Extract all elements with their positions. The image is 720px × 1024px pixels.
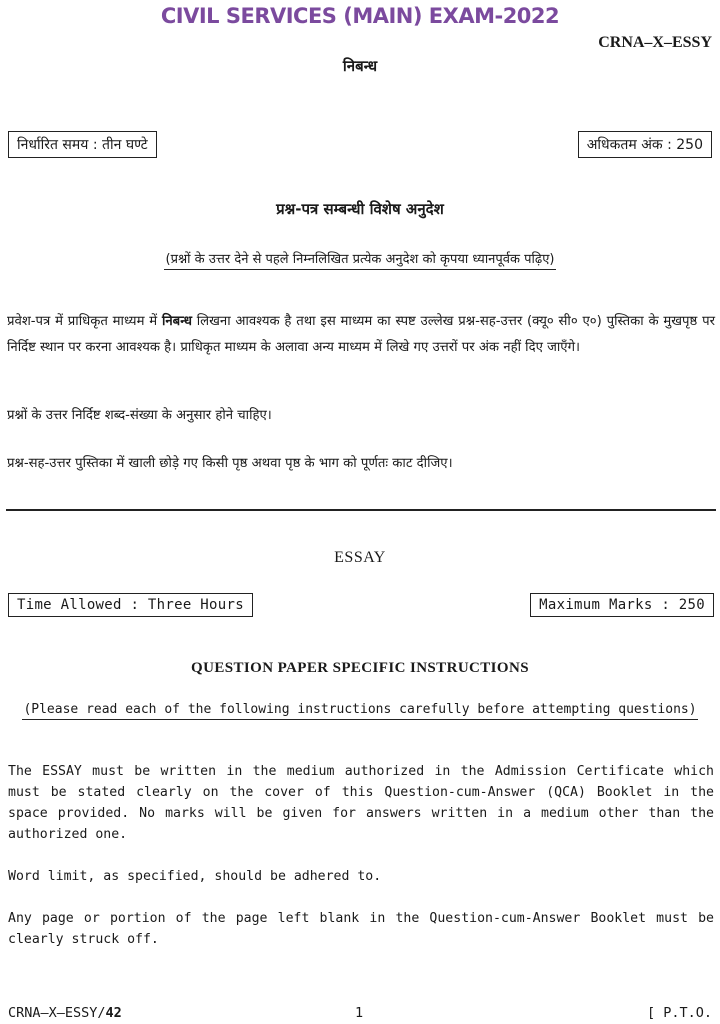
- footer-code-prefix: CRNA–X–ESSY/: [8, 1005, 106, 1021]
- hindi-instruction-1-start: प्रवेश-पत्र में प्राधिकृत माध्यम में: [7, 314, 162, 329]
- english-paper-title: ESSAY: [334, 549, 386, 566]
- english-instructions-heading: QUESTION PAPER SPECIFIC INSTRUCTIONS: [191, 660, 529, 676]
- english-max-marks-box: Maximum Marks : 250: [530, 593, 714, 617]
- english-instruction-3: Any page or portion of the page left blank in the Question-cum-Answer Booklet must be clearly struck off.: [8, 911, 714, 947]
- hindi-max-marks-box: अधिकतम अंक : 250: [578, 131, 712, 158]
- english-instruction-1: The ESSAY must be written in the medium authorized in the Admission Certificate which must be stated clearly on the cover of this Question-cum-Answer (QCA) Booklet in the space provided. No marks will be given for answers written in a medium other than the authorized one.: [8, 764, 714, 842]
- hindi-instruction-2: प्रश्नों के उत्तर निर्दिष्ट शब्द-संख्या के अनुसार होने चाहिए।: [7, 408, 272, 423]
- hindi-subheading-text: (प्रश्नों के उत्तर देने से पहले निम्नलिखित प्रत्येक अनुदेश को कृपया ध्यानपूर्वक पढ़िए): [164, 252, 557, 270]
- paper-code: CRNA–X–ESSY: [598, 34, 712, 51]
- english-subheading-text: (Please read each of the following instructions carefully before attempting questions): [22, 702, 697, 720]
- hindi-instructions-heading: प्रश्न-पत्र सम्बन्धी विशेष अनुदेश: [276, 200, 444, 218]
- hindi-instruction-3: प्रश्न-सह-उत्तर पुस्तिका में खाली छोड़े गए किसी पृष्ठ अथवा पृष्ठ के भाग को पूर्णतः काट दीजिए।: [7, 456, 453, 471]
- page-number: 1: [355, 1005, 364, 1021]
- hindi-instructions-subheading: [0, 249, 720, 267]
- pto-label: [ P.T.O.: [646, 1005, 712, 1021]
- hindi-instruction-1-bold: निबन्ध: [161, 314, 192, 329]
- hindi-time-allowed-box: निर्धारित समय : तीन घण्टे: [8, 131, 157, 158]
- hindi-instruction-1: [7, 309, 715, 361]
- footer-code-number: 42: [105, 1005, 122, 1021]
- hindi-instruction-1-end: लिखना आवश्यक है तथा इस माध्यम का स्पष्ट उल्लेख प्रश्न-सह-उत्तर (क्यू० सी० ए०) पुस्तिका के मुखपृष्ठ पर निर्दिष्ट स्थान पर करना आवश्यक है। प्राधिकृत माध्यम के अलावा अन्य माध्यम में लिखे गए उत्तरों पर अंक नहीं दिए जाएँगे।: [7, 314, 715, 355]
- english-instructions-subheading: [0, 702, 720, 717]
- section-divider: [6, 509, 716, 511]
- english-time-allowed-box: Time Allowed : Three Hours: [8, 593, 253, 617]
- english-instruction-2: Word limit, as specified, should be adhered to.: [8, 869, 382, 884]
- exam-title-banner: CIVIL SERVICES (MAIN) EXAM-2022: [160, 4, 560, 28]
- footer-paper-code: [8, 1005, 122, 1021]
- hindi-paper-title: निबन्ध: [342, 57, 378, 75]
